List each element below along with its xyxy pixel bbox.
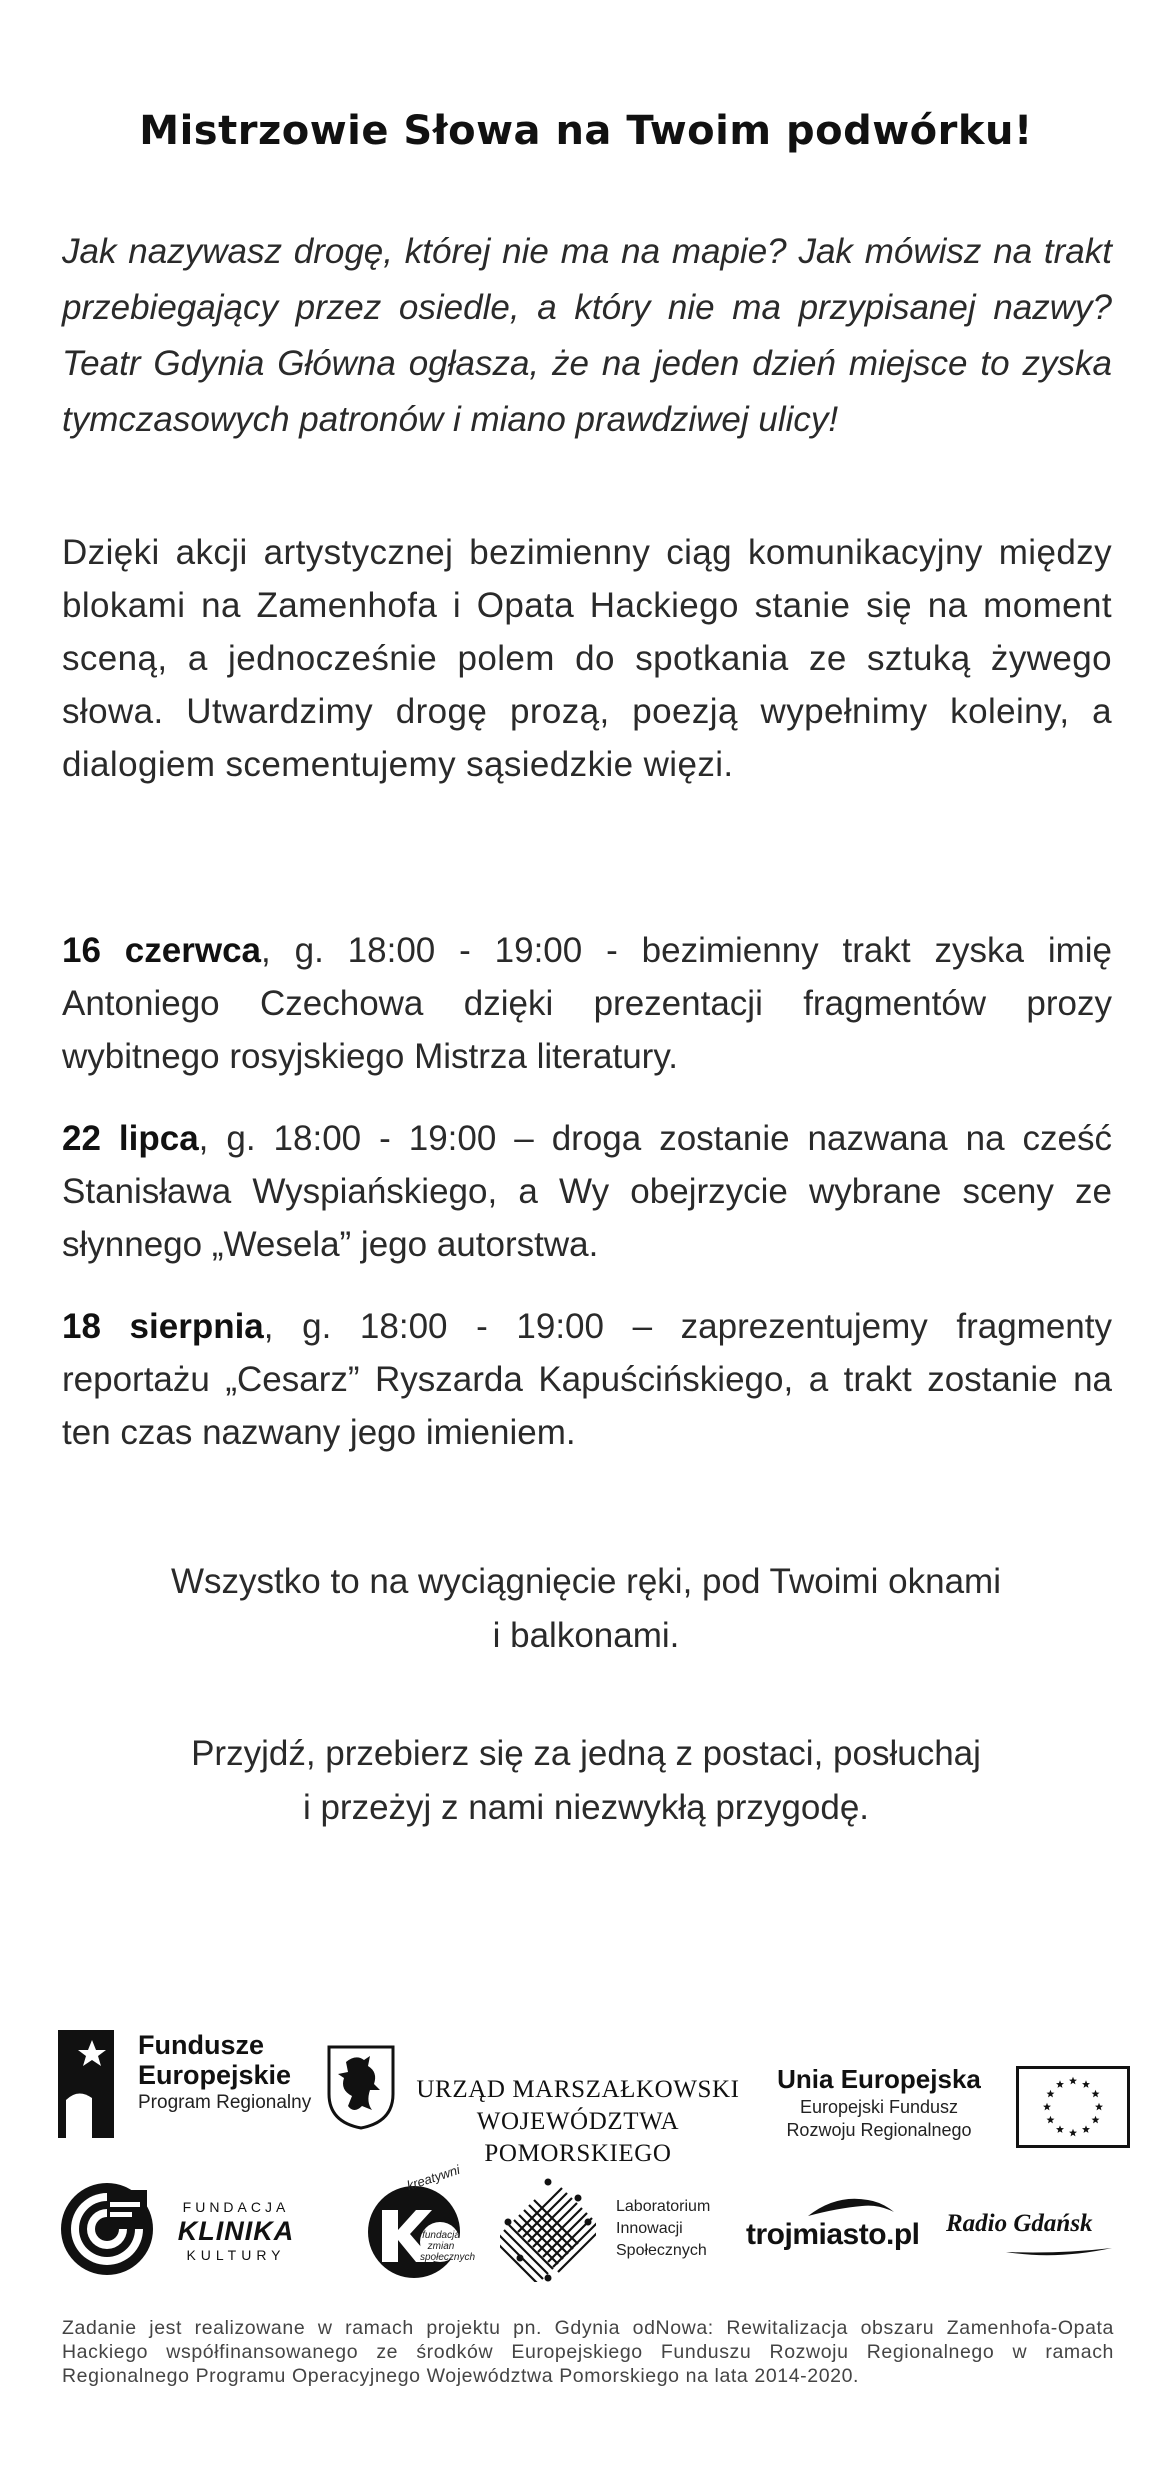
- fundusze-text: [138, 2030, 311, 2116]
- event-date: 18 sierpnia: [62, 1307, 264, 1346]
- event-item: [62, 1300, 1112, 1459]
- unia-title: Unia Europejska: [777, 2064, 981, 2094]
- klinika-circle-icon: [58, 2180, 156, 2278]
- urzad-line1: URZĄD MARSZAŁKOWSKI: [416, 2076, 740, 2103]
- event-text: , g. 18:00 - 19:00 - bezimienny trakt zyska imię Antoniego Czechowa dzięki prezentacji fragmentów prozy wybitnego rosyjskiego Mistrza literatury.: [62, 931, 1112, 1076]
- unia-text: [754, 2062, 1004, 2142]
- klinika-text: [176, 2198, 296, 2264]
- unia-sub1: Europejski Fundusz: [799, 2097, 959, 2117]
- closing-line: Przyjdź, przebierz się za jedną z postaci, posłuchaj: [191, 1734, 981, 1773]
- lattice-icon: [500, 2178, 596, 2282]
- griffin-crest-icon: [326, 2044, 396, 2130]
- kreatywni-text: [420, 2230, 476, 2263]
- kreatywni-line2: zmian: [427, 2241, 455, 2252]
- kreatywni-top: kreatywni: [404, 2161, 462, 2194]
- closing-text-1: [0, 1555, 1172, 1663]
- event-item: [62, 1112, 1112, 1271]
- closing-text-2: [0, 1727, 1172, 1835]
- klinika-line2: KLINIKA: [177, 2216, 295, 2246]
- closing-line: Wszystko to na wyciągnięcie ręki, pod Twoimi oknami: [171, 1562, 1001, 1601]
- description-paragraph: Dzięki akcji artystycznej bezimienny ciąg komunikacyjny między blokami na Zamenhofa i Opata Hackiego stanie się na moment sceną, a jednocześnie polem do spotkania ze sztuką żywego słowa. Utwardzimy drogę prozą, poezją wypełnimy koleiny, a dialogiem scementujemy sąsiedzkie więzi.: [62, 533, 1112, 784]
- radio-gdansk-logo: [946, 2202, 1116, 2262]
- laboratorium-text: [616, 2196, 710, 2262]
- fundacja-klinika-kultury-logo: [58, 2180, 308, 2280]
- event-item: [62, 924, 1112, 1083]
- trojmiasto-logo: [746, 2190, 920, 2270]
- event-date: 22 lipca: [62, 1119, 199, 1158]
- urzad-text: [408, 2074, 748, 2170]
- project-funding-note: Zadanie jest realizowane w ramach projektu pn. Gdynia odNowa: Rewitalizacja obszaru Zamenhofa-Opata Hackiego współfinansowanego ze środków Europejskiego Funduszu Rozwoju Regionalnego w ramach Regionalnego Programu Operacyjnego Województwa Pomorskiego na lata 2014-2020.: [62, 2317, 1114, 2387]
- fundusze-line1: Fundusze: [138, 2030, 264, 2060]
- unia-europejska-logo: [754, 2062, 1134, 2152]
- laboratorium-line3: Społecznych: [616, 2242, 707, 2259]
- kreatywni-logo: [352, 2161, 476, 2282]
- laboratorium-innowacji-logo: [500, 2178, 730, 2282]
- event-date: 16 czerwca: [62, 931, 262, 970]
- unia-sub2: Rozwoju Regionalnego: [786, 2120, 972, 2140]
- fundusze-line2: Europejskie: [138, 2060, 292, 2090]
- closing-line: i balkonami.: [492, 1616, 680, 1655]
- wave-icon: [806, 2190, 896, 2220]
- fundusze-line3: Program Regionalny: [138, 2092, 312, 2113]
- event-text: , g. 18:00 - 19:00 – zaprezentujemy fragmenty reportażu „Cesarz” Ryszarda Kapuścińskiego, a trakt zostanie na ten czas nazwany jego imieniem.: [62, 1307, 1112, 1452]
- kreatywni-line1: fundacja: [422, 2230, 460, 2241]
- klinika-line3: KULTURY: [186, 2247, 286, 2263]
- klinika-line1: FUNDACJA: [182, 2199, 290, 2215]
- fundusze-europejskie-logo: [58, 2030, 328, 2140]
- urzad-marszalkowski-logo: [408, 2074, 748, 2167]
- eu-flag-icon: [1016, 2066, 1130, 2148]
- radio-gdansk-wordmark: Radio Gdańsk: [946, 2210, 1093, 2237]
- event-text: , g. 18:00 - 19:00 – droga zostanie nazwana na cześć Stanisława Wyspiańskiego, a Wy obejrzycie wybrane sceny ze słynnego „Wesela” jego autorstwa.: [62, 1119, 1112, 1264]
- urzad-line2: WOJEWÓDZTWA POMORSKIEGO: [476, 2108, 680, 2167]
- radio-swoosh-icon: [1006, 2246, 1112, 2258]
- trojmiasto-wordmark: trojmiasto.pl: [746, 2218, 920, 2251]
- intro-paragraph: Jak nazywasz drogę, której nie ma na mapie? Jak mówisz na trakt przebiegający przez osiedle, a który nie ma przypisanej nazwy? Teatr Gdynia Główna ogłasza, że na jeden dzień miejsce to zyska tymczasowych patronów i miano prawdziwej ulicy!: [62, 232, 1112, 439]
- laboratorium-line1: Laboratorium: [616, 2198, 711, 2215]
- closing-line: i przeżyj z nami niezwykłą przygodę.: [302, 1788, 870, 1827]
- kreatywni-line3: społecznych: [420, 2252, 476, 2263]
- page-title: Mistrzowie Słowa na Twoim podwórku!: [139, 108, 1033, 154]
- fundusze-europejskie-icon: [58, 2030, 114, 2138]
- laboratorium-line2: Innowacji: [616, 2220, 683, 2237]
- pomorskie-crest-logo: [326, 2044, 396, 2130]
